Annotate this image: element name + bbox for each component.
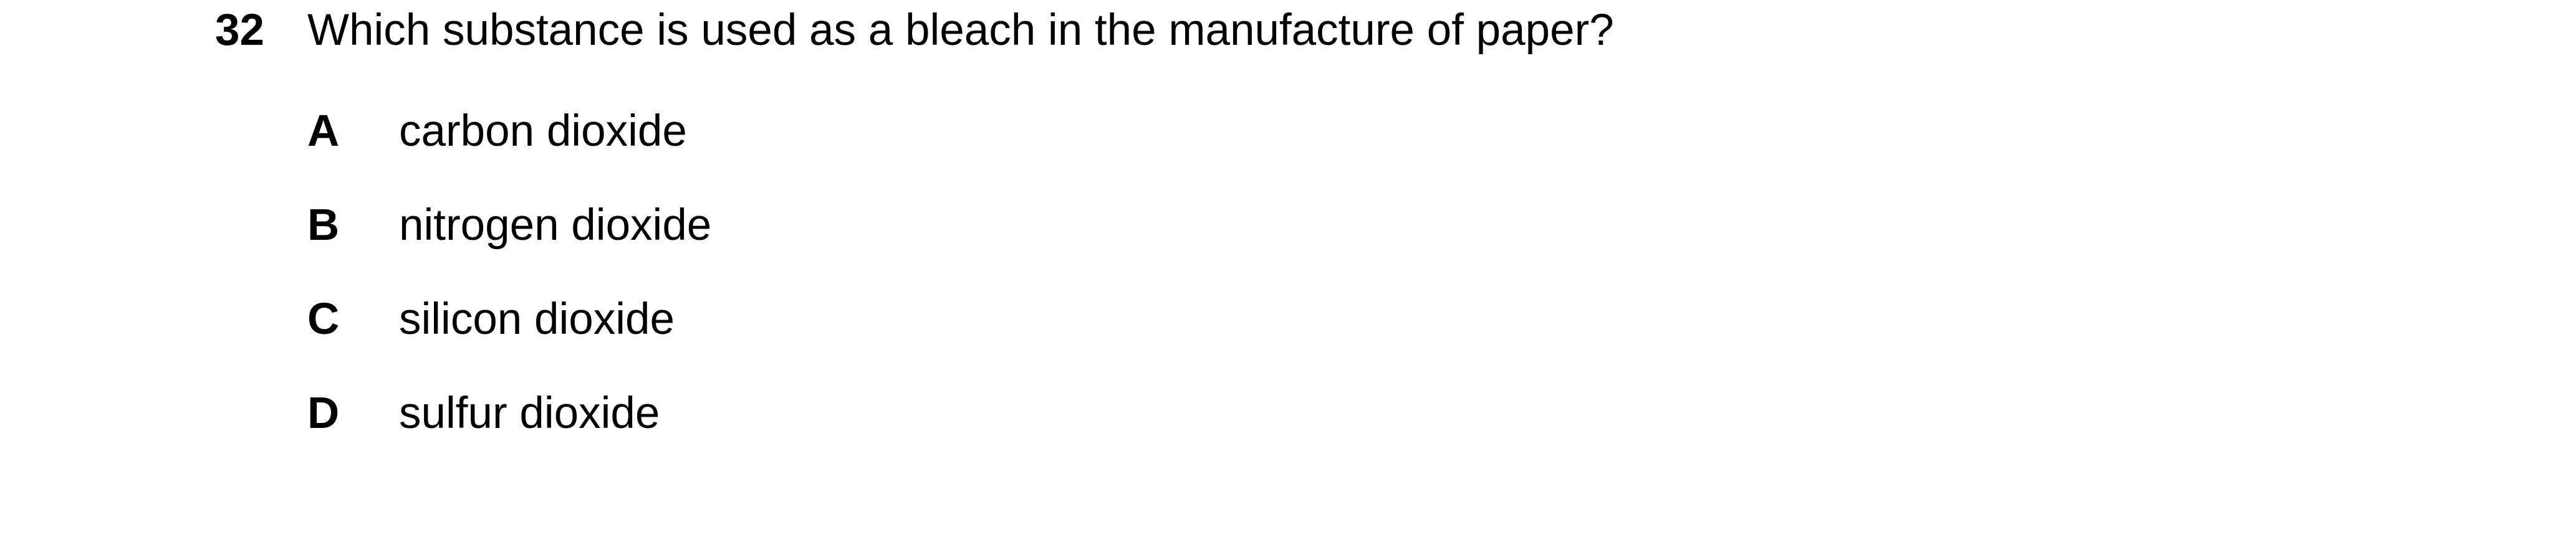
option-b-text: nitrogen dioxide — [399, 201, 712, 250]
option-c-text: silicon dioxide — [399, 295, 675, 344]
question-number: 32 — [215, 6, 264, 55]
option-c-letter: C — [307, 295, 340, 344]
option-b-letter: B — [307, 201, 340, 250]
option-d-letter: D — [307, 389, 340, 438]
option-d-text: sulfur dioxide — [399, 389, 660, 438]
option-a-letter: A — [307, 107, 340, 156]
question-text: Which substance is used as a bleach in the manufacture of paper? — [307, 6, 1614, 55]
option-a-text: carbon dioxide — [399, 107, 687, 156]
